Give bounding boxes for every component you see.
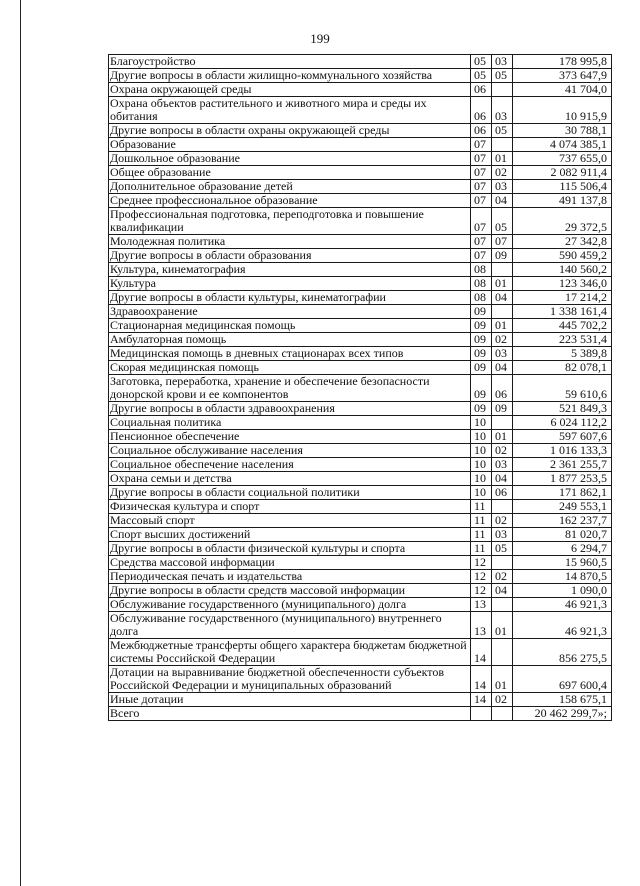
table-row xyxy=(109,430,612,444)
row-subsection-code: 09 xyxy=(492,402,513,416)
row-amount: 171 862,1 xyxy=(513,486,612,500)
row-section-code: 07 xyxy=(471,138,492,152)
row-amount: 82 078,1 xyxy=(513,361,612,375)
row-amount: 2 082 911,4 xyxy=(513,166,612,180)
row-section-code: 10 xyxy=(471,486,492,500)
table-row xyxy=(109,124,612,138)
row-name: Другие вопросы в области жилищно-коммунального хозяйства xyxy=(109,69,471,83)
row-name: Профессиональная подготовка, переподготовка и повышение квалификации xyxy=(109,208,471,235)
row-subsection-code xyxy=(492,556,513,570)
table-row xyxy=(109,152,612,166)
row-subsection-code: 04 xyxy=(492,361,513,375)
row-name: Стационарная медицинская помощь xyxy=(109,319,471,333)
row-amount: 46 921,3 xyxy=(513,612,612,639)
row-section-code: 10 xyxy=(471,472,492,486)
row-amount: 697 600,4 xyxy=(513,666,612,693)
table-row xyxy=(109,542,612,556)
row-name: Социальная политика xyxy=(109,416,471,430)
row-subsection-code: 05 xyxy=(492,208,513,235)
row-subsection-code: 03 xyxy=(492,55,513,69)
row-amount: 59 610,6 xyxy=(513,375,612,402)
row-subsection-code: 05 xyxy=(492,124,513,138)
row-subsection-code: 05 xyxy=(492,69,513,83)
row-amount: 1 016 133,3 xyxy=(513,444,612,458)
row-subsection-code: 02 xyxy=(492,693,513,707)
row-name: Физическая культура и спорт xyxy=(109,500,471,514)
row-section-code: 07 xyxy=(471,208,492,235)
total-subsection-cell xyxy=(492,707,513,721)
row-section-code: 07 xyxy=(471,235,492,249)
row-name: Заготовка, переработка, хранение и обеспечение безопасности донорской крови и ее компонентов xyxy=(109,375,471,402)
row-section-code: 06 xyxy=(471,124,492,138)
row-section-code: 14 xyxy=(471,693,492,707)
total-row xyxy=(109,707,612,721)
row-subsection-code: 09 xyxy=(492,249,513,263)
row-name: Иные дотации xyxy=(109,693,471,707)
row-section-code: 13 xyxy=(471,612,492,639)
row-amount: 10 915,9 xyxy=(513,97,612,124)
table-row xyxy=(109,598,612,612)
row-section-code: 13 xyxy=(471,598,492,612)
row-amount: 5 389,8 xyxy=(513,347,612,361)
row-subsection-code xyxy=(492,500,513,514)
row-subsection-code: 01 xyxy=(492,612,513,639)
row-name: Охрана окружающей среды xyxy=(109,83,471,97)
row-amount: 737 655,0 xyxy=(513,152,612,166)
row-subsection-code xyxy=(492,263,513,277)
row-section-code: 09 xyxy=(471,375,492,402)
total-label: Всего xyxy=(109,707,471,721)
row-section-code: 09 xyxy=(471,305,492,319)
row-amount: 2 361 255,7 xyxy=(513,458,612,472)
row-section-code: 11 xyxy=(471,514,492,528)
table-row xyxy=(109,263,612,277)
row-amount: 521 849,3 xyxy=(513,402,612,416)
row-name: Другие вопросы в области социальной политики xyxy=(109,486,471,500)
total-section-cell xyxy=(471,707,492,721)
table-row xyxy=(109,486,612,500)
row-name: Спорт высших достижений xyxy=(109,528,471,542)
table-row xyxy=(109,55,612,69)
row-section-code: 14 xyxy=(471,639,492,666)
row-name: Другие вопросы в области здравоохранения xyxy=(109,402,471,416)
row-section-code: 09 xyxy=(471,333,492,347)
row-name: Межбюджетные трансферты общего характера бюджетам бюджетной системы Российской Федерации xyxy=(109,639,471,666)
row-subsection-code: 02 xyxy=(492,514,513,528)
row-name: Культура xyxy=(109,277,471,291)
row-section-code: 12 xyxy=(471,584,492,598)
row-name: Благоустройство xyxy=(109,55,471,69)
row-subsection-code: 01 xyxy=(492,277,513,291)
row-name: Средства массовой информации xyxy=(109,556,471,570)
row-section-code: 12 xyxy=(471,556,492,570)
row-subsection-code: 01 xyxy=(492,319,513,333)
row-amount: 17 214,2 xyxy=(513,291,612,305)
row-section-code: 14 xyxy=(471,666,492,693)
table-row xyxy=(109,166,612,180)
row-section-code: 10 xyxy=(471,444,492,458)
row-subsection-code xyxy=(492,305,513,319)
row-amount: 162 237,7 xyxy=(513,514,612,528)
row-section-code: 06 xyxy=(471,97,492,124)
table-row xyxy=(109,361,612,375)
row-section-code: 05 xyxy=(471,69,492,83)
row-section-code: 09 xyxy=(471,347,492,361)
table-row xyxy=(109,277,612,291)
table-row xyxy=(109,194,612,208)
row-subsection-code: 04 xyxy=(492,291,513,305)
row-section-code: 10 xyxy=(471,416,492,430)
row-section-code: 12 xyxy=(471,570,492,584)
row-section-code: 06 xyxy=(471,83,492,97)
row-name: Медицинская помощь в дневных стационарах всех типов xyxy=(109,347,471,361)
table-row xyxy=(109,138,612,152)
row-section-code: 07 xyxy=(471,166,492,180)
table-row xyxy=(109,180,612,194)
table-row xyxy=(109,69,612,83)
table-row xyxy=(109,97,612,124)
row-name: Общее образование xyxy=(109,166,471,180)
row-subsection-code: 03 xyxy=(492,347,513,361)
row-section-code: 07 xyxy=(471,249,492,263)
row-section-code: 10 xyxy=(471,430,492,444)
row-name: Охрана объектов растительного и животного мира и среды их обитания xyxy=(109,97,471,124)
row-amount: 46 921,3 xyxy=(513,598,612,612)
row-section-code: 10 xyxy=(471,458,492,472)
row-amount: 115 506,4 xyxy=(513,180,612,194)
row-name: Культура, кинематография xyxy=(109,263,471,277)
table-row xyxy=(109,347,612,361)
row-name: Обслуживание государственного (муниципального) внутреннего долга xyxy=(109,612,471,639)
row-amount: 4 074 385,1 xyxy=(513,138,612,152)
row-subsection-code: 02 xyxy=(492,166,513,180)
table-row xyxy=(109,472,612,486)
row-name: Другие вопросы в области охраны окружающей среды xyxy=(109,124,471,138)
row-amount: 1 090,0 xyxy=(513,584,612,598)
row-subsection-code: 05 xyxy=(492,542,513,556)
row-name: Образование xyxy=(109,138,471,152)
row-subsection-code: 07 xyxy=(492,235,513,249)
row-amount: 373 647,9 xyxy=(513,69,612,83)
row-amount: 123 346,0 xyxy=(513,277,612,291)
row-name: Дошкольное образование xyxy=(109,152,471,166)
budget-table-body xyxy=(109,55,612,707)
row-amount: 30 788,1 xyxy=(513,124,612,138)
row-subsection-code: 02 xyxy=(492,570,513,584)
table-row xyxy=(109,402,612,416)
row-name: Другие вопросы в области культуры, кинематографии xyxy=(109,291,471,305)
row-section-code: 05 xyxy=(471,55,492,69)
row-name: Пенсионное обеспечение xyxy=(109,430,471,444)
row-subsection-code: 06 xyxy=(492,486,513,500)
row-name: Социальное обслуживание населения xyxy=(109,444,471,458)
row-amount: 249 553,1 xyxy=(513,500,612,514)
table-row xyxy=(109,416,612,430)
row-subsection-code: 02 xyxy=(492,333,513,347)
table-row xyxy=(109,556,612,570)
row-amount: 445 702,2 xyxy=(513,319,612,333)
row-name: Периодическая печать и издательства xyxy=(109,570,471,584)
row-subsection-code xyxy=(492,83,513,97)
row-section-code: 11 xyxy=(471,542,492,556)
row-subsection-code: 03 xyxy=(492,180,513,194)
row-amount: 81 020,7 xyxy=(513,528,612,542)
row-amount: 6 294,7 xyxy=(513,542,612,556)
row-section-code: 07 xyxy=(471,180,492,194)
row-section-code: 07 xyxy=(471,152,492,166)
row-subsection-code xyxy=(492,138,513,152)
row-subsection-code xyxy=(492,416,513,430)
table-row xyxy=(109,693,612,707)
row-section-code: 11 xyxy=(471,500,492,514)
row-name: Среднее профессиональное образование xyxy=(109,194,471,208)
row-name: Охрана семьи и детства xyxy=(109,472,471,486)
row-subsection-code: 03 xyxy=(492,528,513,542)
row-amount: 1 338 161,4 xyxy=(513,305,612,319)
table-row xyxy=(109,639,612,666)
row-amount: 1 877 253,5 xyxy=(513,472,612,486)
row-subsection-code xyxy=(492,639,513,666)
row-name: Массовый спорт xyxy=(109,514,471,528)
row-section-code: 09 xyxy=(471,402,492,416)
row-name: Социальное обеспечение населения xyxy=(109,458,471,472)
table-row xyxy=(109,444,612,458)
table-row xyxy=(109,528,612,542)
left-margin-rule xyxy=(20,0,21,886)
row-subsection-code: 04 xyxy=(492,584,513,598)
row-name: Здравоохранение xyxy=(109,305,471,319)
row-amount: 41 704,0 xyxy=(513,83,612,97)
row-name: Другие вопросы в области физической культуры и спорта xyxy=(109,542,471,556)
table-row xyxy=(109,333,612,347)
row-amount: 223 531,4 xyxy=(513,333,612,347)
row-section-code: 08 xyxy=(471,263,492,277)
table-row xyxy=(109,305,612,319)
table-row xyxy=(109,291,612,305)
row-name: Амбулаторная помощь xyxy=(109,333,471,347)
table-row xyxy=(109,612,612,639)
row-amount: 6 024 112,2 xyxy=(513,416,612,430)
row-section-code: 08 xyxy=(471,277,492,291)
row-subsection-code: 04 xyxy=(492,472,513,486)
row-amount: 14 870,5 xyxy=(513,570,612,584)
row-amount: 491 137,8 xyxy=(513,194,612,208)
table-row xyxy=(109,514,612,528)
table-row xyxy=(109,458,612,472)
row-amount: 15 960,5 xyxy=(513,556,612,570)
row-subsection-code: 01 xyxy=(492,430,513,444)
row-amount: 597 607,6 xyxy=(513,430,612,444)
table-row xyxy=(109,500,612,514)
row-section-code: 09 xyxy=(471,361,492,375)
row-section-code: 09 xyxy=(471,319,492,333)
table-row xyxy=(109,208,612,235)
row-name: Другие вопросы в области средств массовой информации xyxy=(109,584,471,598)
row-name: Обслуживание государственного (муниципального) долга xyxy=(109,598,471,612)
table-row xyxy=(109,319,612,333)
row-amount: 27 342,8 xyxy=(513,235,612,249)
table-row xyxy=(109,235,612,249)
table-row xyxy=(109,83,612,97)
table-row xyxy=(109,375,612,402)
table-row xyxy=(109,249,612,263)
row-section-code: 08 xyxy=(471,291,492,305)
row-amount: 158 675,1 xyxy=(513,693,612,707)
row-name: Другие вопросы в области образования xyxy=(109,249,471,263)
row-name: Скорая медицинская помощь xyxy=(109,361,471,375)
row-section-code: 11 xyxy=(471,528,492,542)
row-amount: 140 560,2 xyxy=(513,263,612,277)
row-name: Молодежная политика xyxy=(109,235,471,249)
row-amount: 178 995,8 xyxy=(513,55,612,69)
table-row xyxy=(109,570,612,584)
row-section-code: 07 xyxy=(471,194,492,208)
row-subsection-code: 04 xyxy=(492,194,513,208)
row-amount: 29 372,5 xyxy=(513,208,612,235)
page-number: 199 xyxy=(310,31,330,46)
row-subsection-code: 03 xyxy=(492,458,513,472)
table-row xyxy=(109,666,612,693)
row-amount: 590 459,2 xyxy=(513,249,612,263)
row-subsection-code: 06 xyxy=(492,375,513,402)
row-name: Дополнительное образование детей xyxy=(109,180,471,194)
row-subsection-code: 01 xyxy=(492,666,513,693)
row-subsection-code: 01 xyxy=(492,152,513,166)
table-row xyxy=(109,584,612,598)
row-subsection-code: 03 xyxy=(492,97,513,124)
row-subsection-code: 02 xyxy=(492,444,513,458)
row-name: Дотации на выравнивание бюджетной обеспеченности субъектов Российской Федерации и муниципальных образований xyxy=(109,666,471,693)
total-amount: 20 462 299,7»; xyxy=(513,707,612,721)
row-subsection-code xyxy=(492,598,513,612)
row-amount: 856 275,5 xyxy=(513,639,612,666)
budget-table xyxy=(108,54,612,721)
